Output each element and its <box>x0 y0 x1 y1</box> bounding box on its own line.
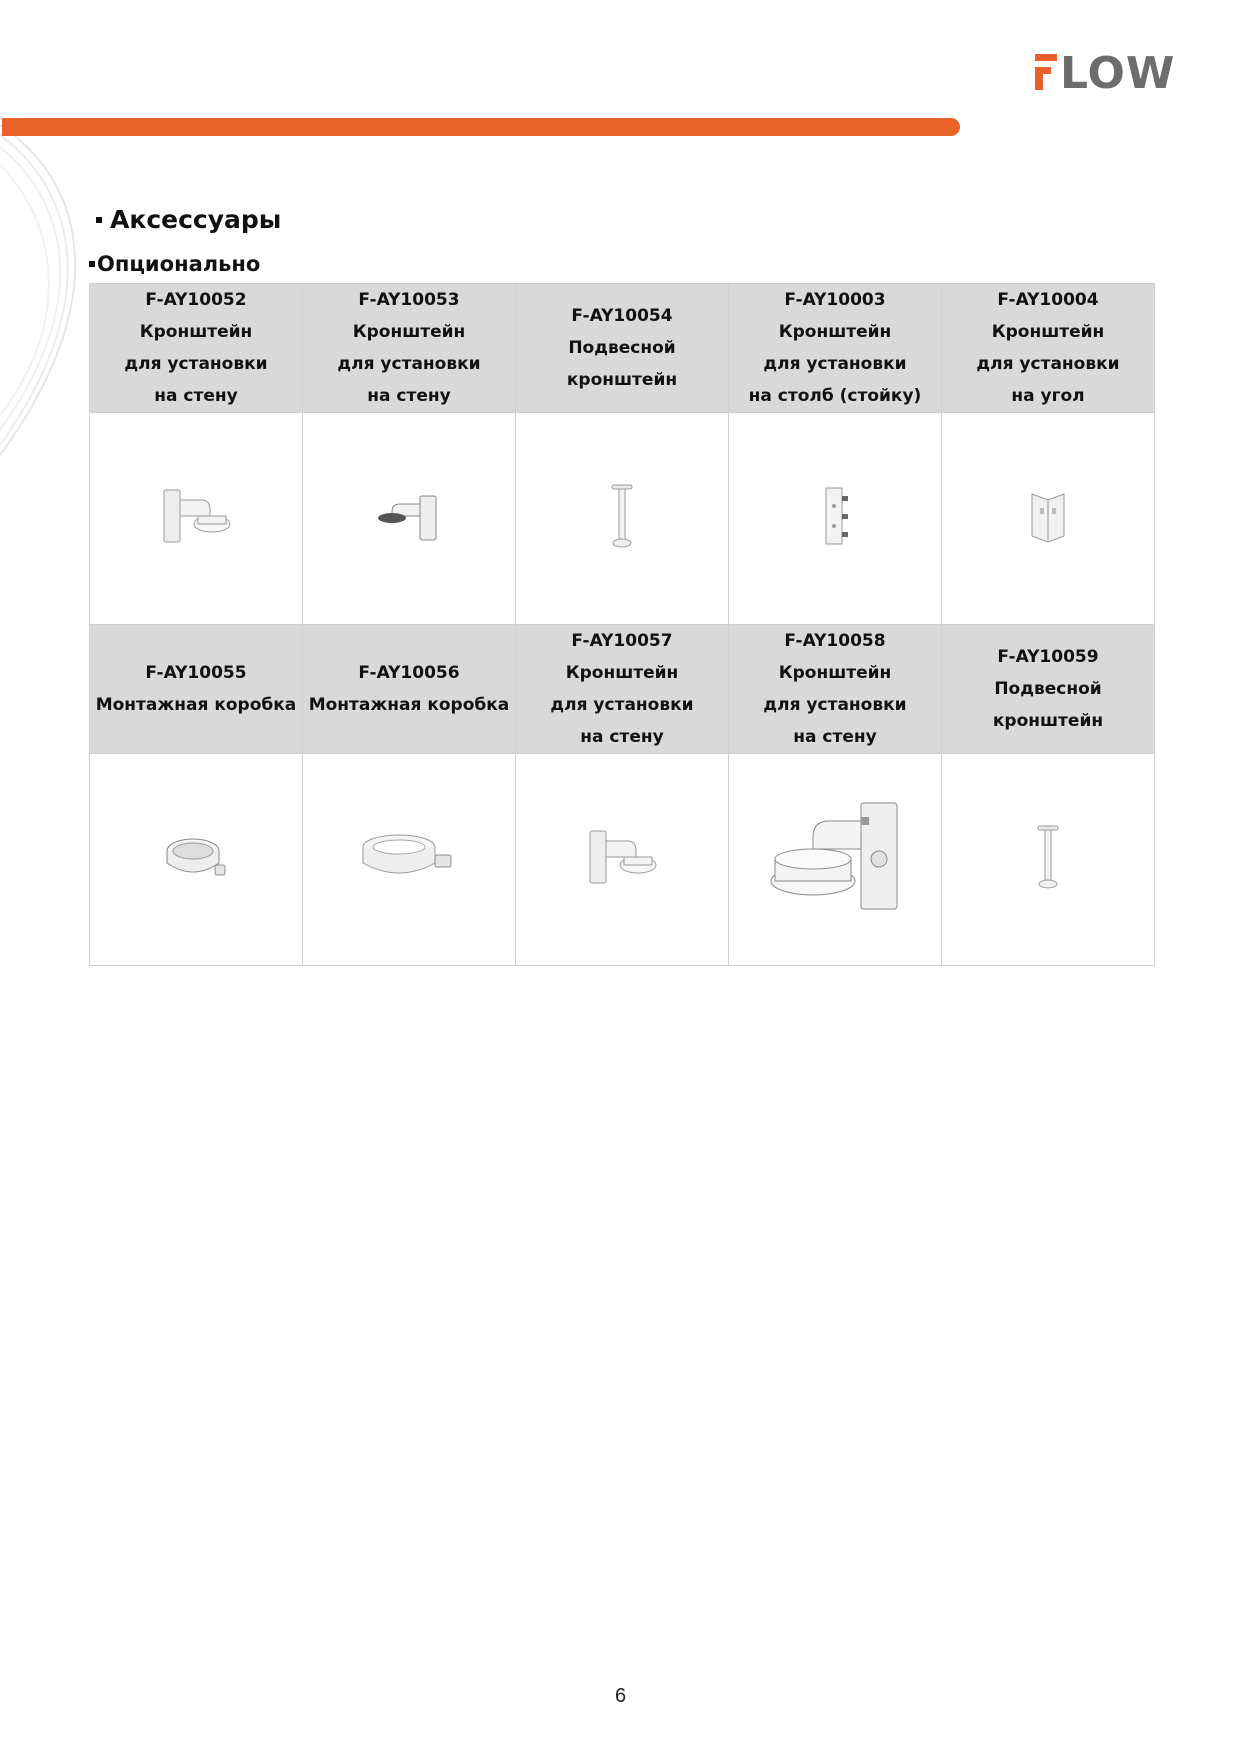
accessories-table <box>89 283 1155 966</box>
product-code: F-AY10058 <box>784 631 886 651</box>
product-image-cell <box>303 413 516 625</box>
junction-box-icon <box>163 829 229 890</box>
pole-mount-adapter-icon <box>820 486 850 551</box>
product-image-cell <box>729 754 942 966</box>
product-header-cell <box>942 284 1155 413</box>
product-header-cell <box>729 625 942 754</box>
product-image-cell <box>303 754 516 966</box>
product-description-line: для установки <box>550 695 694 715</box>
product-description-line: на стену <box>580 727 664 747</box>
product-description-line: Подвесной <box>994 679 1102 699</box>
product-description-line: Монтажная коробка <box>95 695 297 715</box>
product-description-line: на столб (стойку) <box>748 386 922 406</box>
product-image-cell <box>942 754 1155 966</box>
junction-box-large-icon <box>359 829 459 890</box>
product-description-line: Монтажная коробка <box>308 695 510 715</box>
product-header-cell <box>303 284 516 413</box>
product-header-cell <box>942 625 1155 754</box>
pendant-mount-icon <box>610 483 634 554</box>
product-description-line: кронштейн <box>992 711 1104 731</box>
product-description-line: на угол <box>1011 386 1085 406</box>
wall-mount-bracket-icon <box>584 827 660 892</box>
product-code: F-AY10053 <box>358 290 460 310</box>
product-code: F-AY10056 <box>358 663 460 683</box>
product-header-cell <box>90 284 303 413</box>
product-description-line: на стену <box>793 727 877 747</box>
product-header-cell <box>90 625 303 754</box>
subsection-title: Опционально <box>97 252 261 276</box>
section-title: Аксессуары <box>110 205 282 234</box>
product-code: F-AY10059 <box>997 647 1099 667</box>
product-code: F-AY10004 <box>997 290 1099 310</box>
product-header-cell <box>516 625 729 754</box>
wall-mount-with-box-icon <box>765 799 905 920</box>
product-description-line: Кронштейн <box>778 663 892 683</box>
product-image-cell <box>90 413 303 625</box>
product-description-line: Кронштейн <box>139 322 253 342</box>
product-code: F-AY10003 <box>784 290 886 310</box>
product-description-line: для установки <box>337 354 481 374</box>
product-code: F-AY10055 <box>145 663 247 683</box>
product-header-cell <box>729 284 942 413</box>
product-description-line: Подвесной <box>568 338 676 358</box>
corner-mount-adapter-icon <box>1028 488 1068 549</box>
product-header-cell <box>303 625 516 754</box>
wall-mount-bracket-small-icon <box>374 488 444 549</box>
product-description-line: для установки <box>124 354 268 374</box>
product-description-line: для установки <box>763 695 907 715</box>
page-number: 6 <box>614 1685 627 1707</box>
product-image-cell <box>90 754 303 966</box>
product-header-cell <box>516 284 729 413</box>
product-image-cell <box>516 413 729 625</box>
header-accent-bar <box>2 118 960 136</box>
product-image-cell <box>516 754 729 966</box>
bullet-icon <box>89 261 95 267</box>
wall-mount-bracket-icon <box>158 486 234 551</box>
product-description-line: для установки <box>976 354 1120 374</box>
product-image-cell <box>942 413 1155 625</box>
product-description-line: на стену <box>367 386 451 406</box>
product-code: F-AY10057 <box>571 631 673 651</box>
product-code: F-AY10054 <box>571 306 673 326</box>
subsection-heading <box>89 252 260 276</box>
flow-logo <box>1035 48 1176 99</box>
table-header-row <box>90 284 1155 413</box>
table-image-row <box>90 754 1155 966</box>
pendant-mount-icon <box>1036 824 1060 895</box>
product-code: F-AY10052 <box>145 290 247 310</box>
logo-text: LOW <box>1060 48 1176 99</box>
product-description-line: на стену <box>154 386 238 406</box>
product-image-cell <box>729 413 942 625</box>
product-description-line: Кронштейн <box>991 322 1105 342</box>
logo-f-mark <box>1035 54 1057 90</box>
product-description-line: Кронштейн <box>565 663 679 683</box>
product-description-line: Кронштейн <box>778 322 892 342</box>
table-image-row <box>90 413 1155 625</box>
product-description-line: для установки <box>763 354 907 374</box>
bullet-icon <box>96 217 102 223</box>
product-description-line: Кронштейн <box>352 322 466 342</box>
table-header-row <box>90 625 1155 754</box>
product-description-line: кронштейн <box>566 370 678 390</box>
section-heading <box>96 205 281 234</box>
